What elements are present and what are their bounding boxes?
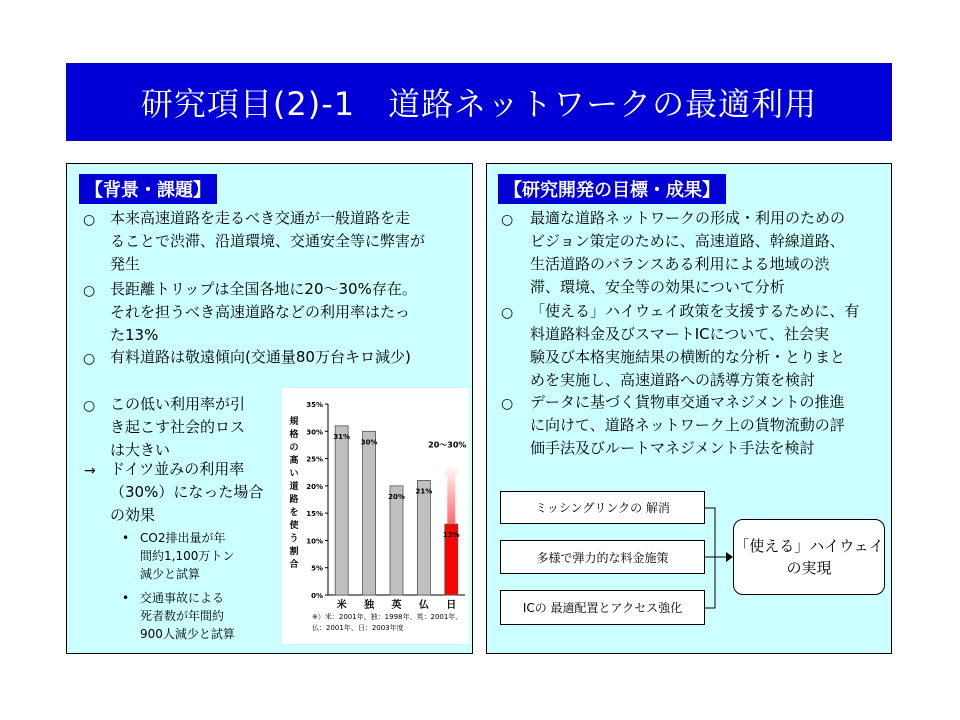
chart-ylabel-char: 規 — [289, 417, 299, 427]
chart-ylabel-char: 合 — [289, 560, 299, 570]
chart-ylabel-char: 路 — [289, 495, 299, 505]
left-item-4: この低い利用率が引 き起こす社会的ロス は大きい — [110, 395, 246, 459]
left-arrow-item: ドイツ並みの利用率 （30%）になった場合 の効果 — [110, 460, 264, 524]
chart-ylabel-char: う — [289, 534, 299, 544]
right-item-1: 最適な道路ネットワークの形成・利用のための ビジョン策定のために、高速道路、幹線道路、 生活道路のバランスある利用による地域の渋 滞、環境、安全等の効果について分析 — [530, 209, 846, 296]
bullet-icon: ○ — [501, 396, 514, 412]
left-item-3: 有料道路は敬遠傾向(交通量80万台キロ減少) — [110, 348, 411, 366]
chart-y-tick-label: 15% — [306, 510, 323, 519]
bullet-icon: ○ — [501, 305, 514, 321]
chart-value-label: 13% — [442, 531, 460, 540]
arrow-icon: → — [84, 463, 96, 479]
bullet-icon: ○ — [501, 212, 514, 228]
left-item-1: 本来高速道路を走るべき交通が一般道路を走 ることで渋滞、沿道環境、交通安全等に弊害が 発生 — [110, 209, 426, 273]
flow-bracket-line — [705, 508, 715, 608]
left-subitem-2: 交通事故による 死者数が年間約 900人減少と試算 — [140, 591, 235, 641]
chart-ylabel-char: い — [289, 469, 299, 479]
right-panel-header: 【研究開発の目標・成果】 — [498, 174, 726, 204]
chart-bar — [333, 426, 351, 595]
goal-box: 「使える」ハイウェイ の実現 — [733, 519, 885, 595]
chart-note: 仏：2001年、日：2003年度 — [312, 624, 404, 632]
chart-value-label: 20% — [388, 492, 405, 501]
chart-ylabel-char: 使 — [289, 521, 299, 531]
flow-box-missing-link: ミッシングリンクの 解消 — [500, 491, 705, 524]
usage-rate-chart-svg — [282, 388, 469, 644]
flow-box-pricing: 多様で弾力的な料金施策 — [500, 540, 705, 574]
chart-target-arrow — [443, 464, 459, 524]
chart-value-label: 30% — [360, 438, 378, 447]
chart-bar — [417, 480, 430, 595]
left-item-2: 長距離トリップは全国各地に20～30%存在。 それを担うべき高速道路などの利用率はたっ た13% — [110, 280, 417, 344]
bullet-icon: ○ — [83, 212, 96, 228]
right-item-3: データに基づく貨物車交通マネジメントの推進 に向けて、道路ネットワーク上の貨物流動の評 価手法及びルートマネジメント手法を検討 — [530, 393, 845, 457]
chart-y-tick-label: 5% — [311, 564, 323, 573]
chart-y-tick-label: 20% — [306, 482, 323, 491]
flow-arrow-head — [726, 552, 733, 562]
right-item-2: 「使える」ハイウェイ政策を支援するために、有 料道路料金及びスマートICについて、社会実 験及び本格実施結果の横断的な分析・とりまと めを実施し、高速道路への誘導方策を検討 — [530, 302, 860, 389]
page-title: 研究項目(2)-1 道路ネットワークの最適利用 — [140, 85, 818, 123]
chart-y-tick-label: 0% — [311, 592, 323, 600]
chart-category-label: 英 — [391, 600, 402, 611]
title-bar — [66, 63, 892, 141]
chart-ylabel-char: 高 — [289, 456, 299, 466]
chart-ylabel-char: 道 — [289, 482, 299, 492]
chart-y-tick-label: 30% — [306, 428, 323, 437]
chart-note: ※）米：2001年、独：1998年、英：2001年、 — [312, 613, 463, 621]
chart-y-tick-label: 10% — [306, 537, 323, 546]
chart-category-label: 仏 — [418, 600, 429, 611]
chart-ylabel-char: 格 — [289, 430, 299, 440]
bullet-icon: ○ — [83, 398, 96, 414]
dot-icon: • — [122, 591, 130, 605]
chart-ylabel-char: を — [289, 508, 299, 518]
chart-bar — [360, 431, 378, 595]
chart-ylabel-char: 割 — [289, 547, 299, 557]
chart-y-tick-label: 25% — [306, 455, 323, 464]
chart-ylabel-char: の — [289, 443, 299, 453]
chart-y-tick-label: 35% — [306, 401, 323, 409]
chart-value-label: 21% — [415, 487, 433, 496]
usage-rate-chart — [282, 388, 469, 644]
chart-annotation: 20～30% — [428, 440, 467, 450]
bullet-icon: ○ — [83, 351, 96, 367]
chart-category-label: 米 — [336, 600, 347, 611]
dot-icon: • — [122, 531, 130, 545]
left-subitem-1: CO2排出量が年 間約1,100万トン 減少と試算 — [140, 531, 235, 581]
left-panel-header: 【背景・課題】 — [79, 174, 217, 204]
flow-box-ic-placement: ICの 最適配置とアクセス強化 — [500, 590, 705, 625]
chart-bar — [390, 486, 403, 595]
bullet-icon: ○ — [83, 283, 96, 299]
chart-category-label: 日 — [446, 600, 457, 611]
chart-category-label: 独 — [364, 600, 375, 611]
chart-value-label: 31% — [333, 432, 351, 441]
